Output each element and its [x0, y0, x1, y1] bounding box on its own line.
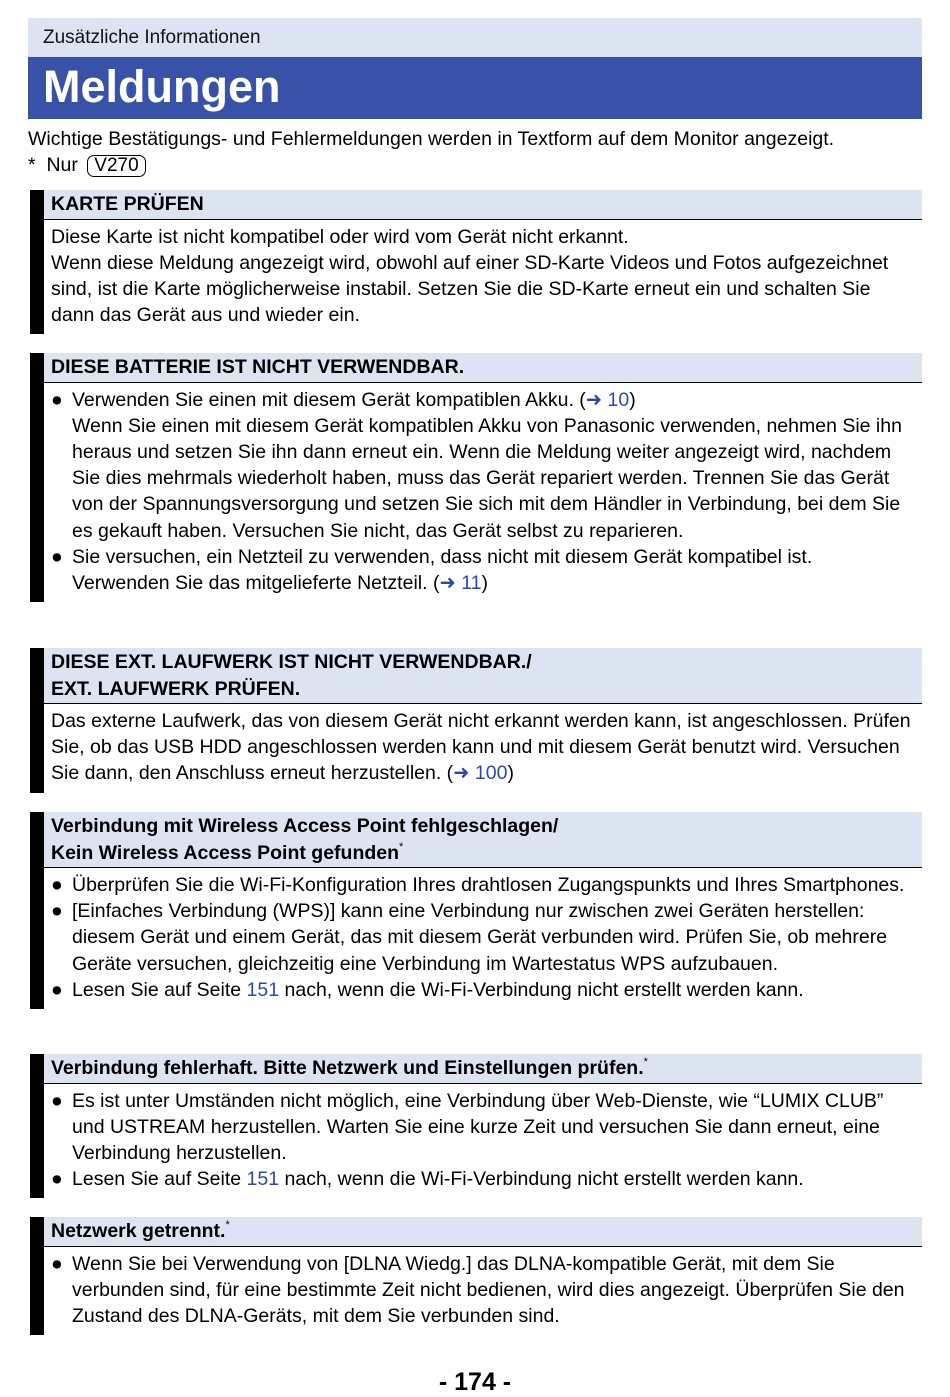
list-item-text: [Einfaches Verbindung (WPS)] kann eine Verbindung nur zwischen zwei Geräten herstellen: diesem Gerät und einem Gerät, das mit diesem Gerät verbunden wird. Prüfen Sie, ob mehrere Geräte versuchen, gleichzeitig eine Verbindung im Wartestatus WPS aufzubauen.	[72, 900, 888, 975]
message-title	[44, 190, 922, 220]
message-title-line: EXT. LAUFWERK PRÜFEN.	[51, 677, 301, 700]
list-item-text: Wenn Sie bei Verwendung von [DLNA Wiedg.] das DLNA-kompatible Gerät, mit dem Sie verbunden sind, für eine bestimmte Zeit nicht bedienen, wird dies angezeigt. Überprüfen Sie den Zustand des DLNA-Geräts, mit dem Sie verbunden sind.	[72, 1252, 905, 1327]
message-title-text: DIESE BATTERIE IST NICHT VERWENDBAR.	[51, 356, 465, 378]
list-item-text: Verwenden Sie einen mit diesem Gerät kompatiblen Akku. (	[72, 388, 586, 411]
list-item	[51, 1088, 914, 1167]
list-item-text: Überprüfen Sie die Wi-Fi-Konfiguration Ihres drahtlosen Zugangspunkts und Ihres Smartphones.	[72, 874, 905, 896]
message-paragraph-text: Das externe Laufwerk, das von diesem Gerät nicht erkannt werden kann, ist angeschlossen. Prüfen Sie, ob das USB HDD angeschlossen werden kann und mit diesem Gerät benutzt wird. Versuchen Sie dann, den Anschluss erneut herzustellen. (	[51, 710, 911, 785]
list-item-text: Sie versuchen, ein Netzteil zu verwenden, dass nicht mit diesem Gerät kompatibel ist. Verwenden Sie das mitgelieferte Netzteil. (	[72, 545, 813, 594]
list-item	[51, 1251, 914, 1330]
list-item-detail: Wenn Sie einen mit diesem Gerät kompatiblen Akku von Panasonic verwenden, nehmen Sie ihn heraus und setzen Sie ihn dann erneut ein. Wenn die Meldung weiter angezeigt wird, nachdem Sie dies mehrmals wiederholt haben, muss das Gerät repariert werden. Trennen Sie das Gerät von der Spannungsversorgung und setzen Sie sich mit dem Händler in Verbindung, bei dem Sie es gekauft haben. Versuchen Sie nicht, das Gerät selbst zu reparieren.	[72, 414, 902, 542]
message-connection-error	[30, 1054, 922, 1198]
intro-text: Wichtige Bestätigungs- und Fehlermeldungen werden in Textform auf dem Monitor angezeigt.	[28, 128, 835, 150]
page-reference-link[interactable]: 151	[246, 1168, 280, 1191]
bullet-icon: ●	[51, 388, 63, 411]
list-item	[51, 544, 914, 596]
message-paragraph: Wenn diese Meldung angezeigt wird, obwohl auf einer SD-Karte Videos und Fotos aufgezeichnet sind, ist die Karte möglicherweise instabil. Setzen Sie die SD-Karte erneut ein und schalten Sie dann das Gerät aus und wieder ein.	[51, 251, 889, 327]
list-item-text-end: nach, wenn die Wi-Fi-Verbindung nicht erstellt werden kann.	[279, 978, 804, 1001]
message-title	[44, 1054, 922, 1084]
message-body	[44, 1084, 922, 1199]
bullet-icon: ●	[51, 1089, 63, 1112]
message-card-check	[30, 190, 922, 334]
footnote-marker: *	[399, 840, 404, 853]
list-item	[51, 977, 914, 1003]
message-network-disconnected	[30, 1217, 922, 1335]
list-item-text-end: )	[629, 388, 636, 411]
message-title-line: Verbindung mit Wireless Access Point fehlgeschlagen/	[51, 815, 559, 837]
message-title	[44, 1217, 922, 1247]
bullet-icon: ●	[51, 874, 63, 896]
message-title	[44, 812, 922, 868]
message-wireless-access-point	[30, 812, 922, 1009]
message-bar	[30, 353, 44, 602]
bullet-icon: ●	[51, 978, 63, 1001]
message-body	[44, 220, 922, 335]
list-item	[51, 872, 914, 898]
message-title-line	[51, 840, 922, 867]
message-bar	[30, 1217, 44, 1335]
message-bar	[30, 190, 44, 334]
page-reference-link[interactable]: ➜ 11	[439, 571, 482, 594]
bullet-icon: ●	[51, 900, 63, 923]
note-prefix: Nur	[46, 154, 78, 176]
model-note	[28, 152, 146, 178]
list-item-text-end: )	[481, 571, 488, 594]
message-external-drive	[30, 648, 922, 793]
list-item-text: Lesen Sie auf Seite	[72, 1168, 247, 1191]
message-bar	[30, 648, 44, 793]
message-paragraph-end: )	[507, 762, 514, 785]
message-body	[44, 868, 922, 1009]
message-title	[44, 353, 922, 383]
page-reference-link[interactable]: 151	[246, 978, 280, 1001]
list-item	[51, 1166, 914, 1192]
message-body	[44, 1247, 922, 1336]
message-body	[44, 704, 922, 793]
message-battery	[30, 353, 922, 602]
bullet-icon: ●	[51, 1168, 63, 1191]
list-item	[51, 387, 914, 544]
message-title-text: Verbindung fehlerhaft. Bitte Netzwerk und Einstellungen prüfen.	[51, 1057, 644, 1079]
page-title: Meldungen	[28, 57, 922, 119]
bullet-icon: ●	[51, 545, 63, 568]
message-body	[44, 383, 922, 603]
section-label: Zusätzliche Informationen	[28, 18, 922, 57]
list-item-text: Lesen Sie auf Seite	[72, 978, 247, 1001]
page-number: - 174 -	[438, 1368, 512, 1396]
note-asterisk: *	[28, 154, 36, 176]
message-title-text: KARTE PRÜFEN	[51, 193, 204, 215]
page-reference-link[interactable]: ➜ 100	[453, 762, 508, 785]
model-badge: V270	[87, 155, 145, 177]
message-title-line: DIESE EXT. LAUFWERK IST NICHT VERWENDBAR./	[51, 651, 532, 673]
message-title-text: Netzwerk getrennt.	[51, 1220, 226, 1242]
footnote-marker: *	[643, 1056, 648, 1068]
message-bar	[30, 1054, 44, 1198]
message-paragraph	[51, 708, 914, 787]
message-paragraph: Diese Karte ist nicht kompatibel oder wird vom Gerät nicht erkannt.	[51, 225, 629, 248]
message-bar	[30, 812, 44, 1009]
page-reference-link[interactable]: ➜ 10	[585, 388, 630, 411]
list-item-text-end: nach, wenn die Wi-Fi-Verbindung nicht erstellt werden kann.	[279, 1168, 804, 1191]
list-item-text: Es ist unter Umständen nicht möglich, eine Verbindung über Web-Dienste, wie “LUMIX CLUB” und USTREAM herzustellen. Warten Sie eine kurze Zeit und versuchen Sie dann erneut, eine Verbindung herzustellen.	[72, 1089, 884, 1164]
list-item	[51, 898, 914, 977]
message-title	[44, 648, 922, 704]
footnote-marker: *	[225, 1219, 230, 1231]
bullet-icon: ●	[51, 1252, 63, 1275]
message-title-text: Kein Wireless Access Point gefunden	[51, 841, 400, 864]
